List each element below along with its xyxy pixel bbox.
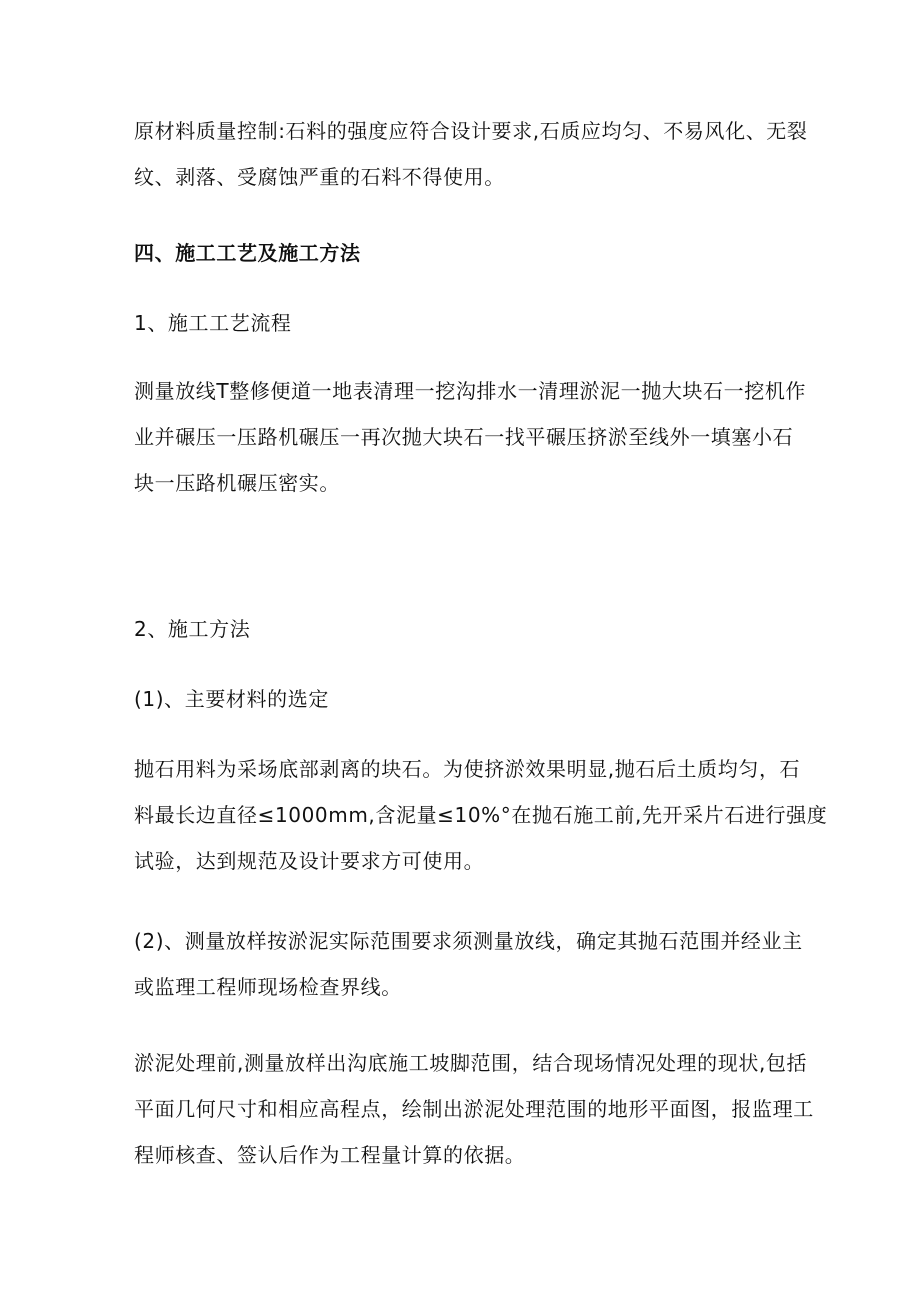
text-line: 块一压路机碾压密实。 [134,471,340,495]
text-line: (2)、测量放样按淤泥实际范围要求须测量放线，确定其抛石范围并经业主 [134,929,803,953]
text-line: 平面几何尺寸和相应高程点，绘制出淤泥处理范围的地形平面图，报监理工 [134,1097,814,1121]
text-line: 料最长边直径≤1000mm,含泥量≤10%°在抛石施工前,先开采片石进行强度 [134,803,828,827]
text-line: 试验，达到规范及设计要求方可使用。 [134,849,485,873]
text-line: 原材料质量控制:石料的强度应符合设计要求,石质应均匀、不易风化、无裂 [134,119,808,143]
paragraph-material-selection [134,746,828,884]
subheading-text: (1)、主要材料的选定 [134,687,329,711]
subheading-process-flow [134,300,794,346]
text-line: 程师核查、签认后作为工程量计算的依据。 [134,1143,526,1167]
paragraph-sludge-treatment [134,1040,814,1178]
paragraph-material-quality [134,108,808,200]
subheading-text: 2、施工方法 [134,617,251,641]
text-line: 或监理工程师现场检查界线。 [134,975,402,999]
section-heading-4 [134,230,794,276]
text-line: 抛石用料为采场底部剥离的块石。为使挤淤效果明显,抛石后土质均匀，石 [134,757,801,781]
text-line: 测量放线T整修便道一地表清理一挖沟排水一清理淤泥一抛大块石一挖机作 [134,379,807,403]
subheading-material-selection [134,676,794,722]
text-line: 业并碾压一压路机碾压一再次抛大块石一找平碾压挤淤至线外一填塞小石 [134,425,794,449]
paragraph-survey-layout [134,918,803,1010]
paragraph-process-flow [134,368,807,506]
subheading-text: 1、施工工艺流程 [134,311,292,335]
text-line: 纹、剥落、受腐蚀严重的石料不得使用。 [134,165,505,189]
subheading-construction-method [134,606,794,652]
heading-text: 四、施工工艺及施工方法 [134,241,361,265]
text-line: 淤泥处理前,测量放样出沟底施工坡脚范围，结合现场情况处理的现状,包括 [134,1051,808,1075]
